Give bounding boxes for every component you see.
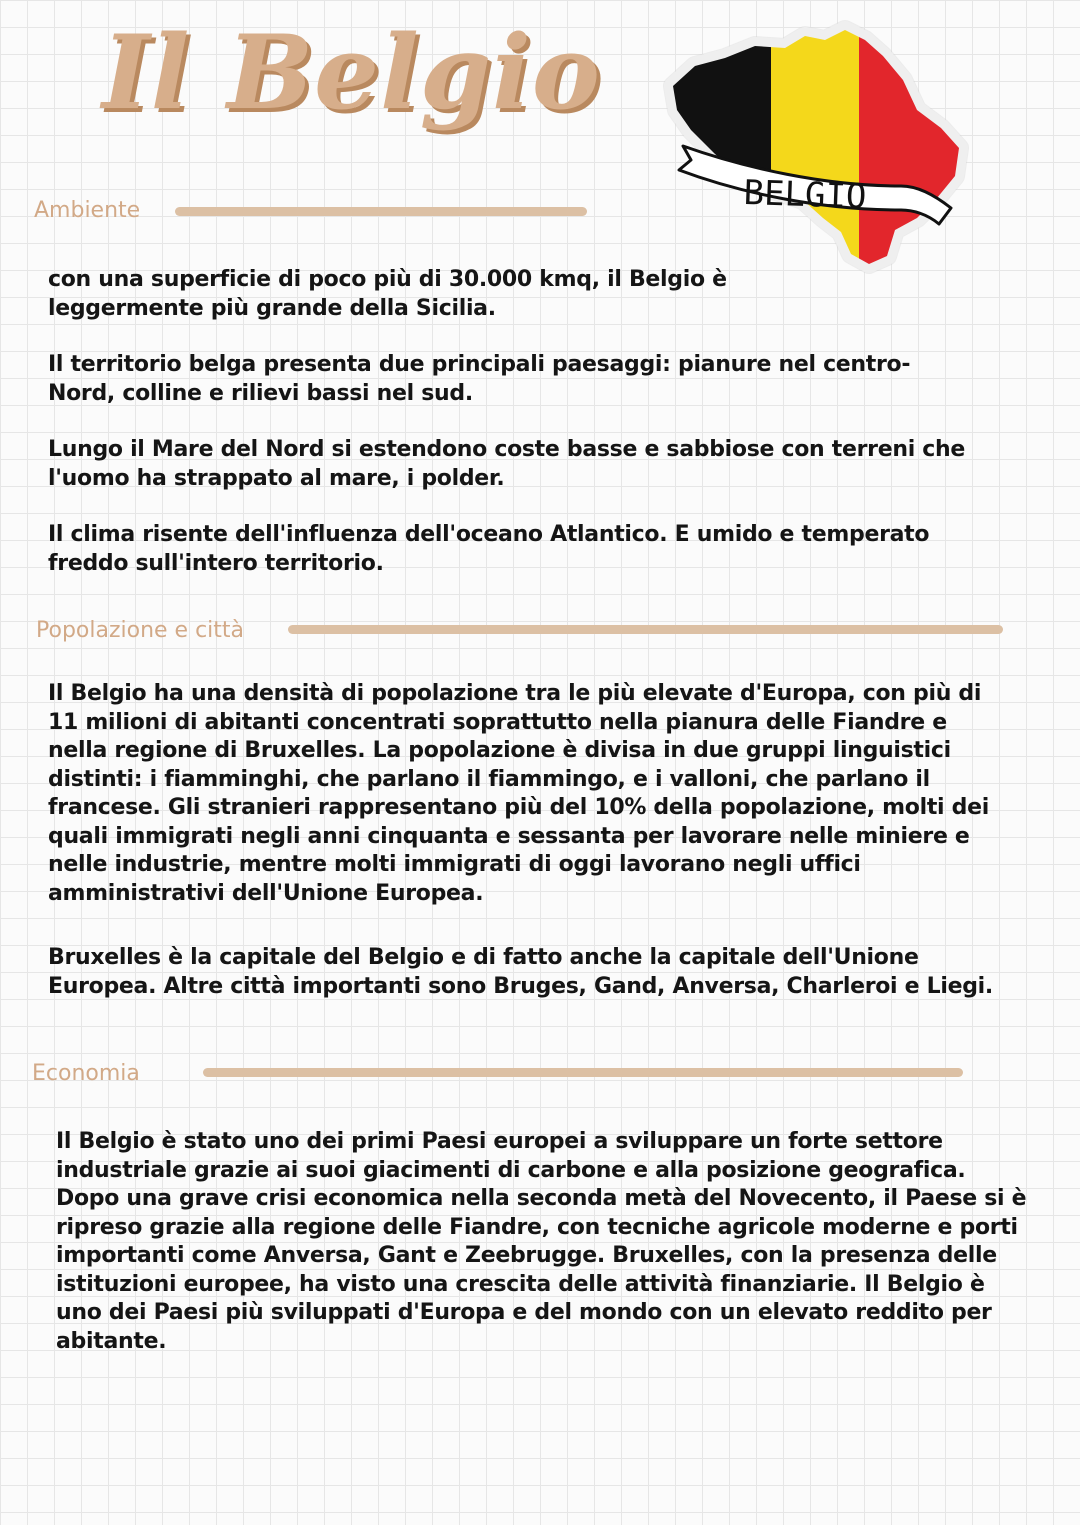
paragraph-popolazione-1: Il Belgio ha una densità di popolazione tra le più elevate d'Europa, con più di 11 milioni di abitanti concentrati soprattutto nella pianura delle Fiandre e nella regione di Bruxelles. La popolazione è divisa in due gruppi linguistici distinti: i fiamminghi, che parlano il fiammingo, e i valloni, che parlano il francese. Gli stranieri rappresentano più del 10% della popolazione, molti dei quali immigrati negli anni cinquanta e sessanta per lavorare nelle miniere e nelle industrie, mentre molti immigrati di oggi lavorano negli uffici amministrativi dell'Unione Europea. [48,681,989,906]
paragraph-popolazione-2: Bruxelles è la capitale del Belgio e di fatto anche la capitale dell'Unione Europea. Altre città importanti sono Bruges, Gand, Anversa, Charleroi e Liegi. [48,945,993,999]
section-heading-economia: Economia [32,1061,140,1086]
section-divider [288,625,1003,634]
paragraph-economia-1: Il Belgio è stato uno dei primi Paesi europei a sviluppare un forte settore industriale grazie ai suoi giacimenti di carbone e alla posizione geografica. Dopo una grave crisi economica nella seconda metà del Novecento, il Paese si è ripreso grazie alla regione delle Fiandre, con tecniche agricole moderne e porti importanti come Anversa, Gant e Zeebrugge. Bruxelles, con la presenza delle istituzioni europee, ha visto una crescita delle attività finanziarie. Il Belgio è uno dei Paesi più sviluppati d'Europa e del mondo con un elevato reddito per abitante. [56,1129,1027,1354]
section-heading-ambiente: Ambiente [34,198,141,223]
paragraph-ambiente-3: Lungo il Mare del Nord si estendono coste basse e sabbiose con terreni che l'uomo ha strappato al mare, i polder. [48,437,966,491]
section-heading-popolazione: Popolazione e città [36,618,245,643]
belgium-flag-map-illustration [655,18,975,288]
section-divider [175,207,587,216]
section-divider [203,1068,963,1077]
banner-text: BELGIO [742,172,868,218]
paragraph-ambiente-2: Il territorio belga presenta due principali paesaggi: pianure nel centro-Nord, colline e rilievi bassi nel sud. [48,352,911,406]
page-title: Il Belgio [102,13,601,133]
paragraph-ambiente-1: con una superficie di poco più di 30.000 kmq, il Belgio è leggermente più grande della Sicilia. [48,267,727,321]
paragraph-ambiente-4: Il clima risente dell'influenza dell'oceano Atlantico. E umido e temperato freddo sull'intero territorio. [48,522,930,576]
